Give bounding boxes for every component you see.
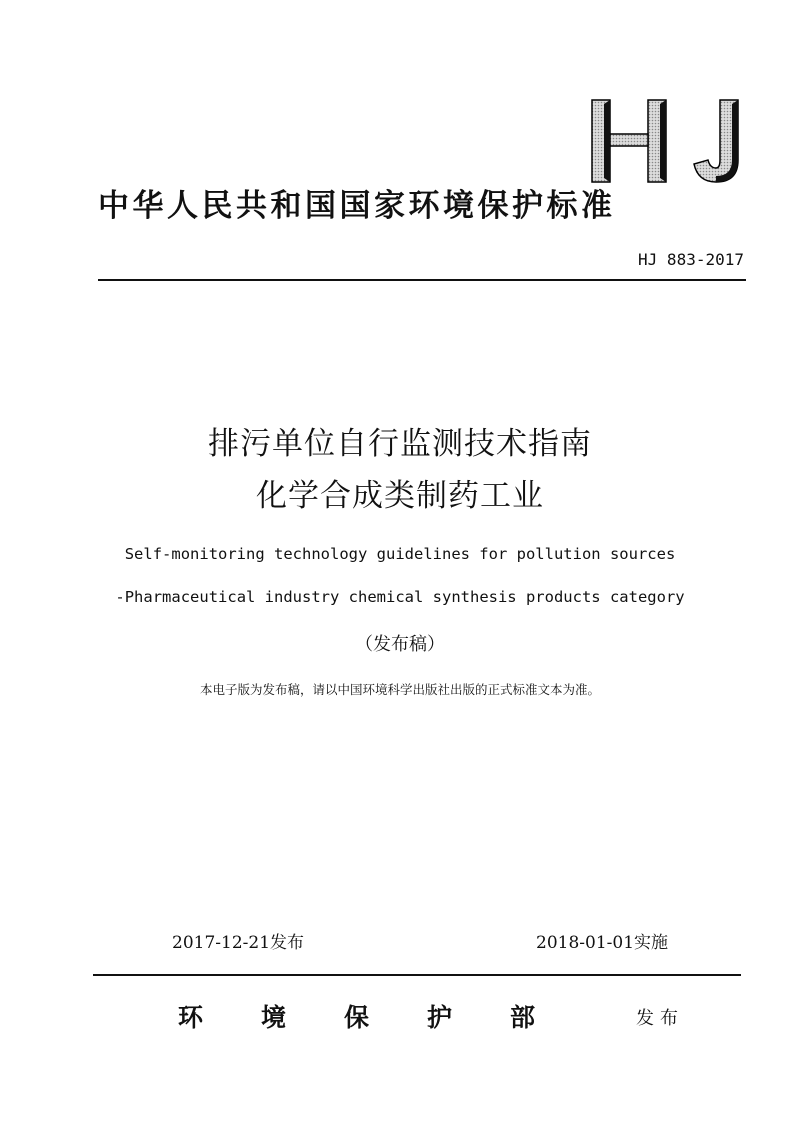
issue-date: 2017-12-21发布 [172, 933, 305, 953]
hj-logo [588, 98, 748, 184]
organization-title: 中华人民共和国国家环境保护标准 [98, 188, 616, 224]
english-title-line1: Self-monitoring technology guidelines for pollution sources [124, 545, 676, 563]
document-title-line1: 排污单位自行监测技术指南 [208, 426, 592, 462]
footer-divider [93, 974, 741, 976]
english-title-line2: -Pharmaceutical industry chemical synthesis products category [115, 588, 685, 606]
edition-note: 本电子版为发布稿，请以中国环境科学出版社出版的正式标准文本为准。 [199, 682, 600, 697]
draft-label: （发布稿） [355, 634, 445, 655]
document-title-line2: 化学合成类制药工业 [256, 478, 544, 514]
standard-code: HJ 883-2017 [638, 250, 744, 269]
header-divider [98, 279, 746, 281]
publisher: 环境保护部 [178, 1003, 594, 1032]
effective-date: 2018-01-01实施 [536, 933, 669, 953]
publish-label: 发布 [636, 1008, 684, 1029]
